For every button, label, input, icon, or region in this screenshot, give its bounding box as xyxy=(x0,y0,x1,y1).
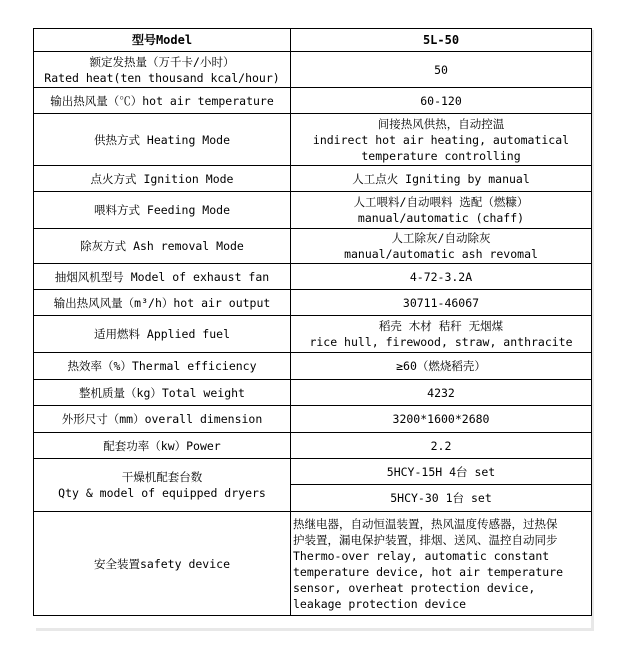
table-row-hot-air-temp xyxy=(34,88,592,114)
table-row-feeding-mode xyxy=(34,192,592,229)
power-value: 2.2 xyxy=(291,433,592,459)
rated-heat-value: 50 xyxy=(291,52,592,88)
dryers-value-1: 5HCY-15H 4台 set xyxy=(291,459,592,485)
heating-mode-value-line-1: 间接热风供热，自动控温 xyxy=(377,116,505,131)
dimension-value: 3200*1600*2680 xyxy=(291,406,592,433)
safety-value xyxy=(291,512,592,616)
table-row-dryers xyxy=(34,459,592,485)
safety-value-line-3: Thermo-over relay, automatic constant xyxy=(293,548,550,563)
header-value: 5L-50 xyxy=(291,29,592,52)
table-row-exhaust-fan xyxy=(34,264,592,290)
rated-heat-label xyxy=(34,52,291,88)
fuel-value-line-1: 稻壳 木材 秸秆 无烟煤 xyxy=(378,319,504,333)
feeding-mode-label: 喂料方式 Feeding Mode xyxy=(34,192,291,229)
hot-air-temp-label: 输出热风量（℃）hot air temperature xyxy=(34,88,291,114)
dryers-label-en: Qty & model of equipped dryers xyxy=(58,486,266,500)
power-label: 配套功率（kw）Power xyxy=(34,433,291,459)
fuel-label: 适用燃料 Applied fuel xyxy=(34,316,291,353)
ignition-mode-label: 点火方式 Ignition Mode xyxy=(34,166,291,192)
hot-air-output-value: 30711-46067 xyxy=(291,290,592,316)
total-weight-value: 4232 xyxy=(291,380,592,406)
heating-mode-value xyxy=(291,114,592,166)
safety-value-line-1: 热继电器，自动恒温装置，热风温度传感器，过热保 xyxy=(293,516,558,531)
table-row-dimension xyxy=(34,406,592,433)
table-row-ash-removal xyxy=(34,229,592,264)
table-row-rated-heat xyxy=(34,52,592,88)
ash-removal-value xyxy=(291,229,592,264)
feeding-mode-value-line-2: manual/automatic (chaff) xyxy=(357,211,525,225)
ash-removal-label: 除灰方式 Ash removal Mode xyxy=(34,229,291,264)
exhaust-fan-label: 抽烟风机型号 Model of exhaust fan xyxy=(34,264,291,290)
safety-value-line-2: 护装置，漏电保护装置，排烟、送风、温控自动同步 xyxy=(293,532,558,547)
table-shadow-bottom xyxy=(36,628,594,631)
table-row-heating-mode xyxy=(34,114,592,166)
rated-heat-label-en: Rated heat(ten thousand kcal/hour) xyxy=(44,70,280,85)
table-row-hot-air-output xyxy=(34,290,592,316)
dryers-label xyxy=(34,459,291,512)
header-label: 型号Model xyxy=(34,29,291,52)
table-row-power xyxy=(34,433,592,459)
header-row xyxy=(34,29,592,52)
dimension-label: 外形尺寸（mm）overall dimension xyxy=(34,406,291,433)
safety-value-line-5: sensor, overheat protection device, xyxy=(293,580,536,595)
table-row-total-weight xyxy=(34,380,592,406)
table-row-thermal-efficiency xyxy=(34,353,592,380)
rated-heat-label-cn: 额定发热量（万千卡/小时） xyxy=(89,54,235,69)
heating-mode-value-line-3: temperature controlling xyxy=(361,148,521,163)
feeding-mode-value xyxy=(291,192,592,229)
fuel-value xyxy=(291,316,592,353)
hot-air-temp-value: 60-120 xyxy=(291,88,592,114)
total-weight-label: 整机质量（kg）Total weight xyxy=(34,380,291,406)
thermal-efficiency-label: 热效率（%）Thermal efficiency xyxy=(34,353,291,380)
table-row-fuel xyxy=(34,316,592,353)
safety-label: 安全装置safety device xyxy=(34,512,291,616)
safety-value-line-6: leakage protection device xyxy=(293,596,467,611)
ash-removal-value-line-2: manual/automatic ash revomal xyxy=(344,247,538,261)
feeding-mode-value-line-1: 人工喂料/自动喂料 选配（燃糠） xyxy=(353,195,529,209)
heating-mode-label: 供热方式 Heating Mode xyxy=(34,114,291,166)
thermal-efficiency-value: ≥60（燃烧稻壳） xyxy=(291,353,592,380)
ash-removal-value-line-1: 人工除灰/自动除灰 xyxy=(391,231,491,245)
safety-value-line-4: temperature device, hot air temperature xyxy=(293,564,564,579)
table-row-ignition-mode xyxy=(34,166,592,192)
spec-table-container xyxy=(33,28,591,616)
dryers-value-2: 5HCY-30 1台 set xyxy=(291,485,592,512)
ignition-mode-value: 人工点火 Igniting by manual xyxy=(291,166,592,192)
dryers-label-cn: 干燥机配套台数 xyxy=(121,470,203,484)
fuel-value-line-2: rice hull, firewood, straw, anthracite xyxy=(309,335,573,349)
heating-mode-value-line-2: indirect hot air heating, automatical xyxy=(312,132,570,147)
hot-air-output-label: 输出热风风量（m³/h）hot air output xyxy=(34,290,291,316)
table-row-safety xyxy=(34,512,592,616)
exhaust-fan-value: 4-72-3.2A xyxy=(291,264,592,290)
spec-table xyxy=(33,28,592,616)
